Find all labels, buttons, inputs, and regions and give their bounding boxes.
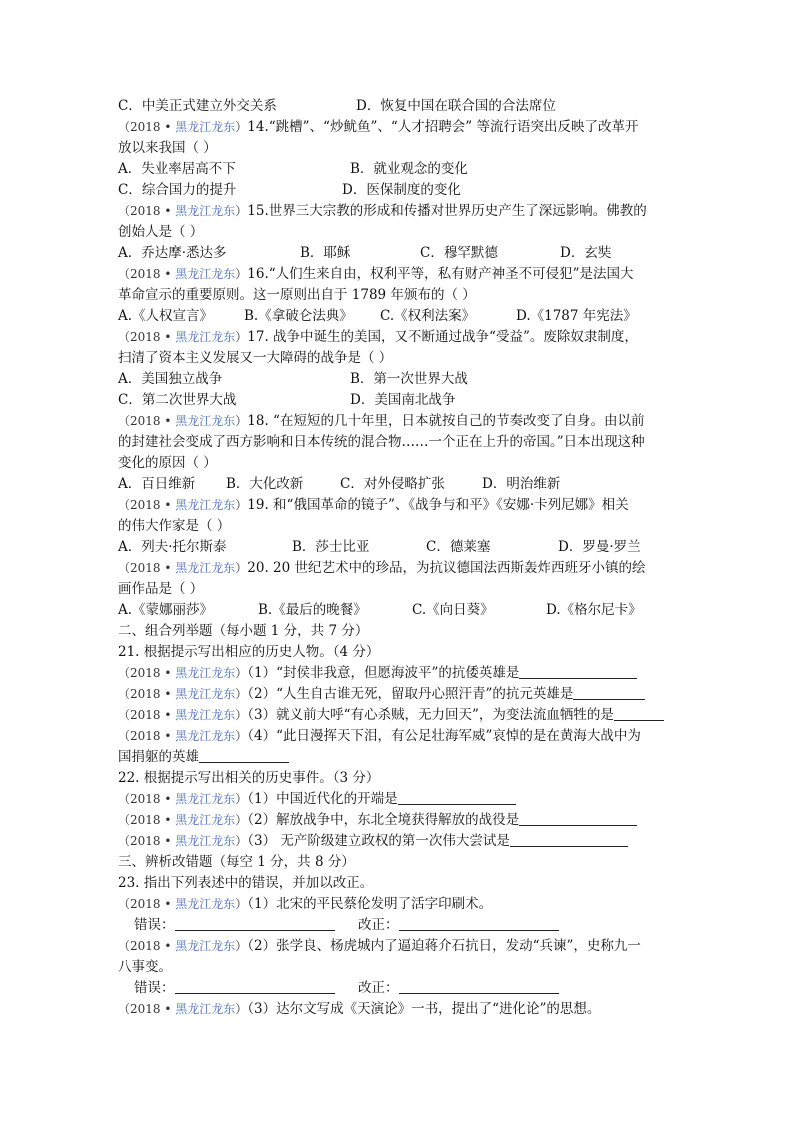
line-text: 三、辨析改错题（每空 1 分，共 8 分） xyxy=(118,854,355,870)
line-text: （2）“人生自古谁无死，留取丹心照汗青”的抗元英雄是 xyxy=(247,686,574,702)
answer-option: D．医保制度的变化 xyxy=(342,182,461,198)
text-line-l26 xyxy=(118,642,379,662)
source-tag: （2018 • 黑龙江龙东） xyxy=(118,666,248,680)
answer-blank[interactable] xyxy=(510,832,628,847)
answer-option: A．百日维新 xyxy=(118,476,196,492)
line-text: 画作品是（ ） xyxy=(118,581,204,597)
text-line-l22 xyxy=(118,558,646,578)
answer-blank[interactable] xyxy=(199,748,289,763)
source-tag: （2018 • 黑龙江龙东） xyxy=(118,708,248,722)
answer-option: C．第二次世界大战 xyxy=(118,392,237,408)
answer-blank[interactable] xyxy=(398,790,516,805)
answer-option: D．明治维新 xyxy=(482,476,561,492)
text-line-l27 xyxy=(118,663,637,683)
line-text: （1）“封侯非我意，但愿海波平”的抗倭英雄是 xyxy=(247,665,520,681)
answer-option: D．罗曼·罗兰 xyxy=(558,539,641,555)
line-text: 23. 指出下列表述中的错误，并加以改正。 xyxy=(118,875,374,891)
text-line-l6 xyxy=(118,222,203,242)
line-text: 18. “在短短的几十年里，日本就按自己的节奏改变了自身。由以前 xyxy=(247,413,645,429)
text-line-l40 xyxy=(118,936,641,956)
answer-blank[interactable] xyxy=(399,916,559,931)
fill-label: 错误： xyxy=(134,917,175,933)
text-line-l29 xyxy=(118,705,664,725)
line-text: （1）北宋的平民蔡伦发明了活字印刷术。 xyxy=(247,896,493,912)
answer-blank[interactable] xyxy=(175,916,335,931)
text-line-l36 xyxy=(118,852,355,872)
line-text: 二、组合列举题（每小题 1 分，共 7 分） xyxy=(118,623,369,639)
line-text: 16.“人们生来自由，权利平等，私有财产神圣不可侵犯”是法国大 xyxy=(247,266,634,282)
answer-option: D．美国南北战争 xyxy=(350,392,456,408)
answer-blank[interactable] xyxy=(614,706,664,721)
answer-option: B．第一次世界大战 xyxy=(350,371,468,387)
source-tag: （2018 • 黑龙江龙东） xyxy=(118,897,248,911)
answer-option: B.《拿破仑法典》 xyxy=(244,308,353,324)
answer-option: A．失业率居高不下 xyxy=(118,161,236,177)
source-tag: （2018 • 黑龙江龙东） xyxy=(118,792,248,806)
text-line-l23 xyxy=(118,579,203,599)
answer-option: C.《向日葵》 xyxy=(412,602,494,618)
answer-option: C．综合国力的提升 xyxy=(118,182,237,198)
line-text: 15.世界三大宗教的形成和传播对世界历史产生了深远影响。佛教的 xyxy=(247,203,647,219)
line-text: （2）张学良、杨虎城内了逼迫蒋介石抗日，发动“兵谏”，史称九一 xyxy=(247,938,641,954)
line-text: （2）解放战争中，东北全境获得解放的战役是 xyxy=(247,812,520,828)
text-line-l2 xyxy=(118,138,217,158)
answer-option: D．玄奘 xyxy=(560,245,612,261)
answer-option: D．恢复中国在联合国的合法席位 xyxy=(356,98,556,114)
text-line-l11 xyxy=(118,327,638,347)
answer-option: B．莎士比亚 xyxy=(292,539,370,555)
source-tag: （2018 • 黑龙江龙东） xyxy=(118,561,248,575)
text-line-l15 xyxy=(118,411,644,431)
text-line-l5 xyxy=(118,201,647,221)
line-text: 扫清了资本主义发展又一大障碍的战争是（ ） xyxy=(118,350,393,366)
text-line-l41 xyxy=(118,957,172,977)
answer-option: B．耶稣 xyxy=(300,245,351,261)
answer-option: D.《1787 年宪法》 xyxy=(516,308,637,324)
answer-option: A．乔达摩·悉达多 xyxy=(118,245,227,261)
answer-blank[interactable] xyxy=(573,685,645,700)
line-text: 创始人是（ ） xyxy=(118,224,204,240)
source-tag: （2018 • 黑龙江龙东） xyxy=(118,330,248,344)
text-line-l19 xyxy=(118,495,629,515)
line-text: 21. 根据提示写出相应的历史人物。（4 分） xyxy=(118,644,380,660)
answer-blank[interactable] xyxy=(519,811,637,826)
line-text: （3） 无产阶级建立政权的第一次伟大尝试是 xyxy=(247,833,510,849)
text-line-l8 xyxy=(118,264,634,284)
text-line-l32 xyxy=(118,768,379,788)
answer-blank[interactable] xyxy=(175,979,335,994)
text-line-l43 xyxy=(118,999,600,1019)
line-text: 22. 根据提示写出相关的历史事件。（3 分） xyxy=(118,770,380,786)
source-tag: （2018 • 黑龙江龙东） xyxy=(118,687,248,701)
source-tag: （2018 • 黑龙江龙东） xyxy=(118,834,248,848)
fill-label: 改正： xyxy=(358,917,399,933)
line-text: 17. 战争中诞生的美国，又不断通过战争“受益”。废除奴隶制度， xyxy=(247,329,638,345)
source-tag: （2018 • 黑龙江龙东） xyxy=(118,1002,248,1016)
source-tag: （2018 • 黑龙江龙东） xyxy=(118,939,248,953)
line-text: 14.“跳槽”、“炒鱿鱼”、“人才招聘会” 等流行语突出反映了改革开 xyxy=(247,119,639,135)
answer-option: C．德莱塞 xyxy=(426,539,491,555)
line-text: 八事变。 xyxy=(118,959,172,975)
line-text: 19. 和“俄国革命的镜子”、《战争与和平》《安娜·卡列尼娜》相关 xyxy=(247,497,629,513)
answer-blank[interactable] xyxy=(519,664,637,679)
fill-label: 错误： xyxy=(134,980,175,996)
text-line-l33 xyxy=(118,789,516,809)
text-line-l37 xyxy=(118,873,373,893)
answer-option: C.《权利法案》 xyxy=(380,308,476,324)
answer-option: D.《格尔尼卡》 xyxy=(546,602,642,618)
source-tag: （2018 • 黑龙江龙东） xyxy=(118,729,248,743)
line-text: 的伟大作家是（ ） xyxy=(118,518,231,534)
answer-option: C．对外侵略扩张 xyxy=(340,476,445,492)
answer-blank[interactable] xyxy=(399,979,559,994)
text-line-l20 xyxy=(118,516,230,536)
text-line-l38 xyxy=(118,894,492,914)
source-tag: （2018 • 黑龙江龙东） xyxy=(118,120,248,134)
line-text: （4）“此日漫挥天下泪，有公足壮海军威”哀悼的是在黄海大战中为 xyxy=(247,728,641,744)
line-text: （3）达尔文写成《天演论》一书，提出了“进化论”的思想。 xyxy=(247,1001,601,1017)
source-tag: （2018 • 黑龙江龙东） xyxy=(118,204,248,218)
line-text: 的封建社会变成了西方影响和日本传统的混合物……一个正在上升的帝国。”日本出现这种 xyxy=(118,434,645,450)
line-text: 变化的原因（ ） xyxy=(118,455,217,471)
answer-option: B．就业观念的变化 xyxy=(350,161,468,177)
answer-option: C．穆罕默德 xyxy=(420,245,498,261)
answer-option: C．中美正式建立外交关系 xyxy=(118,98,277,114)
source-tag: （2018 • 黑龙江龙东） xyxy=(118,267,248,281)
text-line-l16 xyxy=(118,432,645,452)
text-line-l31 xyxy=(118,747,289,767)
text-line-l9 xyxy=(118,285,476,305)
text-line-l30 xyxy=(118,726,641,746)
line-text: 国捐躯的英雄 xyxy=(118,749,199,765)
text-line-l12 xyxy=(118,348,392,368)
text-line-l28 xyxy=(118,684,645,704)
answer-option: A．列夫·托尔斯泰 xyxy=(118,539,227,555)
line-text: （3）就义前大呼“有心杀贼，无力回天”，为变法流血牺牲的是 xyxy=(247,707,614,723)
line-text: （1）中国近代化的开端是 xyxy=(247,791,398,807)
answer-option: B.《最后的晚餐》 xyxy=(258,602,367,618)
answer-option: B．大化改新 xyxy=(226,476,304,492)
answer-option: A．美国独立战争 xyxy=(118,371,223,387)
line-text: 革命宣示的重要原则。这一原则出自于 1789 年颁布的（ ） xyxy=(118,287,476,303)
text-line-l1 xyxy=(118,117,638,137)
source-tag: （2018 • 黑龙江龙东） xyxy=(118,498,248,512)
fill-label: 改正： xyxy=(358,980,399,996)
text-line-l25 xyxy=(118,621,368,641)
answer-option: A.《人权宣言》 xyxy=(118,308,214,324)
line-text: 20. 20 世纪艺术中的珍品，为抗议德国法西斯轰炸西班牙小镇的绘 xyxy=(247,560,646,576)
text-line-l35 xyxy=(118,831,628,851)
text-line-l17 xyxy=(118,453,217,473)
text-line-l34 xyxy=(118,810,637,830)
line-text: 放以来我国（ ） xyxy=(118,140,217,156)
source-tag: （2018 • 黑龙江龙东） xyxy=(118,813,248,827)
source-tag: （2018 • 黑龙江龙东） xyxy=(118,414,248,428)
answer-option: A.《蒙娜丽莎》 xyxy=(118,602,214,618)
